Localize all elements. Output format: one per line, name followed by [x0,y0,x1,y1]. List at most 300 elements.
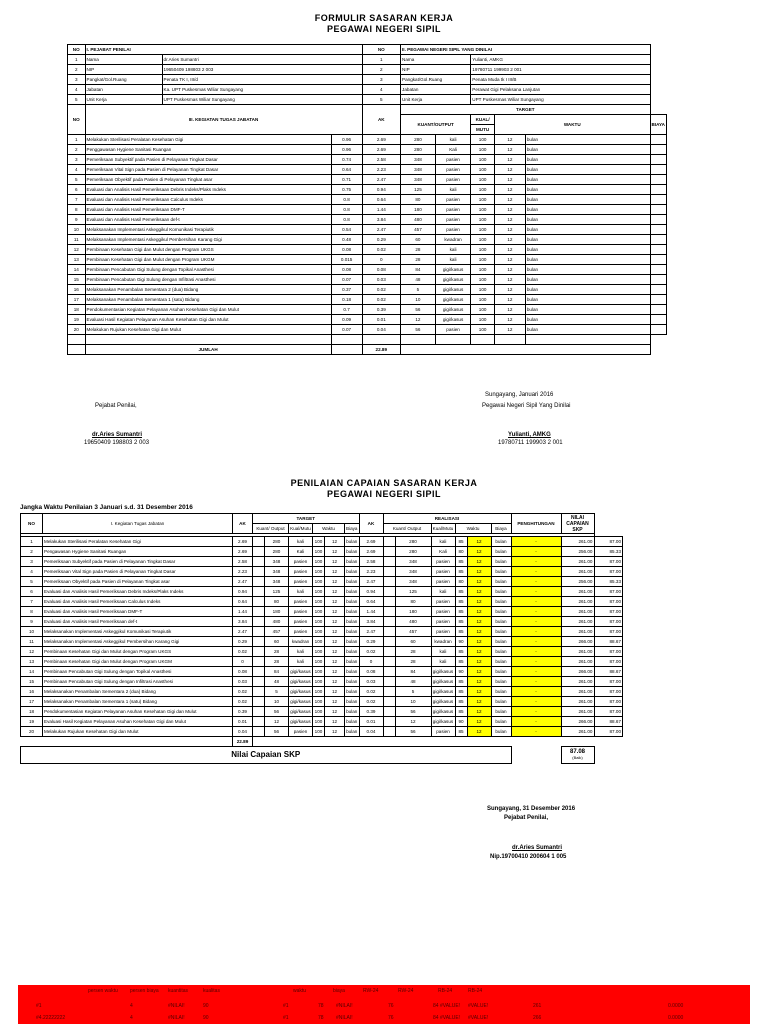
p-row-r-waktu: 12 [467,587,491,597]
row-kegiatan: Pembinaan Kesehatan Gigi dan Mulut dengan Program UKGM [85,255,331,265]
row-factor: 0.96 [331,135,362,145]
row-ak: 2.69 [362,145,400,155]
row-waktu-unit: bulan [525,295,650,305]
row-kegiatan: Pembinaan Pencabutan Gigi Sulung dengan Infiltrasi Anasthesi [85,275,331,285]
p-row-t-spacer [253,687,265,697]
row-biaya [650,305,666,315]
p-row-t-spacer [253,677,265,687]
row-biaya [650,235,666,245]
band-value-cell: #NILAI! [168,1015,185,1021]
penilaian-row [21,567,623,577]
p-row-r-kuant: 5 [395,687,431,697]
col-biaya: BIAYA [650,115,666,135]
p-row-kegiatan: Evaluasi dan Analisis Hasil Pemeriksaan Debris Indeks/Plaks Indeks [43,587,233,597]
p-row-penghitungan: 256.00 [561,547,594,557]
p-row-t-waktu: 12 [325,577,345,587]
p-row-kegiatan: Pembinaan Kesehatan Gigi dan Mulut dengan Program UKGS [43,647,233,657]
p-row-r-waktu: 12 [467,567,491,577]
p-row-r-satuan: gigi/kasus [431,717,455,727]
p-row-penghitungan: 261.00 [561,697,594,707]
p-row-r-mutu: 85 [455,657,467,667]
row-no: 7 [68,195,86,205]
p-row-t-spacer [253,587,265,597]
dinilai-value: Penata Muda tk I III/B [471,75,650,85]
penilai-label: Jabatan [85,85,162,95]
row-waktu-unit: bulan [525,305,650,315]
nilai-capaian-value: 87.08 [569,749,585,755]
p-row-penghitungan: 261.00 [561,647,594,657]
identity-row [68,75,667,85]
p-row-t-satuan: kali [289,587,313,597]
penilai-no: 5 [68,95,86,105]
p-row-r-spacer [383,597,395,607]
row-mutu: 100 [471,305,495,315]
p-row-t-spacer [253,577,265,587]
col-pejabat-penilai: I. PEJABAT PENILAI [85,45,362,55]
p-row-r-kuant: 28 [395,657,431,667]
row-ak: 0.02 [362,285,400,295]
row-biaya [650,155,666,165]
p-row-t-waktu-unit: bulan [345,607,360,617]
row-factor: 0.015 [331,255,362,265]
row-factor: 0.48 [331,235,362,245]
p-row-r-waktu-unit: bulan [491,567,511,577]
row-no: 10 [68,225,86,235]
row-waktu: 12 [494,265,525,275]
p-row-r-spacer [383,697,395,707]
p-row-nilai: 87.00 [594,727,623,737]
p-row-r-mutu: 90 [455,637,467,647]
p-row-r-satuan: kali [431,537,455,547]
p-row-t-kuant: 457 [265,627,289,637]
p-row-penghitungan: 261.00 [561,727,594,737]
row-ak: 0.04 [362,325,400,335]
p-row-no: 20 [21,727,43,737]
row-waktu-unit: bulan [525,165,650,175]
p-row-t-kuant: 28 [265,647,289,657]
p-row-kegiatan: Pemeriksaan Vital Sign pada Pasien di Pelayanan Tingkat Dasar [43,567,233,577]
p-row-r-waktu-unit: bulan [491,597,511,607]
p-row-r-ak: 0.02 [359,687,383,697]
p-col-nilai [561,514,594,534]
band-value-cell: #VALUE! [468,1003,489,1009]
p-row-r-kuant: 348 [395,557,431,567]
p-row-no: 9 [21,617,43,627]
p-row-t-spacer [253,727,265,737]
p-row-t-mutu: 100 [313,547,325,557]
p-row-t-waktu: 12 [325,707,345,717]
p-row-t-satuan: pasien [289,607,313,617]
p-row-r-ak: 0.01 [359,717,383,727]
p-row-no: 11 [21,637,43,647]
row-mutu: 100 [471,315,495,325]
p-row-penghitungan: 261.00 [561,567,594,577]
p-row-ak: 0.29 [233,637,253,647]
row-biaya [650,315,666,325]
row-waktu-unit: bulan [525,245,650,255]
p-row-r-biaya: - [511,637,561,647]
penilaian-row [21,727,623,737]
p-row-r-biaya: - [511,587,561,597]
band-value-cell: #NILAI! [336,1003,353,1009]
row-no: 9 [68,215,86,225]
p-row-t-spacer [253,667,265,677]
penilai-label: Unit Kerja [85,95,162,105]
sig2-nip: Nip.19700410 200604 1 005 [490,854,567,860]
p-row-t-waktu-unit: bulan [345,577,360,587]
col-kegiatan: III. KEGIATAN TUGAS JABATAN [85,105,362,135]
row-mutu: 100 [471,165,495,175]
row-ak: 0 [362,255,400,265]
kegiatan-row [68,135,667,145]
p-row-r-spacer [383,627,395,637]
p-row-ak: 2.69 [233,537,253,547]
row-satuan: pasien [435,205,470,215]
row-kuant: 28 [401,245,436,255]
p-col-t-waktu: Waktu [313,524,345,534]
row-kuant: 480 [401,215,436,225]
p-row-r-mutu: 85 [455,607,467,617]
row-satuan: kali [435,135,470,145]
p-row-r-ak: 0.02 [359,697,383,707]
p-row-r-waktu: 12 [467,717,491,727]
p-row-t-waktu: 12 [325,607,345,617]
band-value-cell: #4.22222222 [36,1015,66,1021]
band-value-cell: 261 [533,1003,542,1009]
p-row-penghitungan: 261.00 [561,657,594,667]
p-col-target: TARGET [253,514,360,524]
p-row-penghitungan: 261.00 [561,557,594,567]
p-row-r-waktu-unit: bulan [491,657,511,667]
row-kegiatan: Evaluasi Hasil Kegiatan Pelayanan Asuhan Kesehatan Gigi dan Mulut [85,315,331,325]
row-satuan: gigi/kasus [435,285,470,295]
band-value-cell: 0.0000 [668,1003,684,1009]
row-waktu: 12 [494,285,525,295]
p-row-kegiatan: Pemeriksaan Subyektif pada Pasien di Pelayanan Tingkat Dasar [43,557,233,567]
p-row-r-spacer [383,537,395,547]
row-waktu: 12 [494,225,525,235]
dinilai-no: 1 [362,55,400,65]
p-row-t-kuant: 125 [265,587,289,597]
sig1-right-name: Yulianti, AMKG [508,432,551,438]
row-satuan: pasien [435,195,470,205]
p-row-r-ak: 2.47 [359,627,383,637]
nilai-capaian-box [561,747,594,764]
row-waktu: 12 [494,145,525,155]
p-row-r-biaya: - [511,597,561,607]
p-row-r-waktu-unit: bulan [491,647,511,657]
row-kegiatan: Melaksanakan Penambalan Sementara 2 (dua) Bidang [85,285,331,295]
row-waktu-unit: bulan [525,185,650,195]
penilaian-row [21,627,623,637]
p-row-t-satuan: pasien [289,597,313,607]
row-waktu-unit: bulan [525,215,650,225]
p-row-t-waktu-unit: bulan [345,597,360,607]
p-row-t-satuan: Kali [289,547,313,557]
p-row-t-waktu: 12 [325,567,345,577]
penilai-label: NIP [85,65,162,75]
band-header-cell: RW-24 [398,988,414,994]
row-waktu-unit: bulan [525,315,650,325]
row-waktu: 12 [494,205,525,215]
row-waktu: 12 [494,175,525,185]
band-header-cell: persen biaya [130,988,159,994]
p-row-r-waktu-unit: bulan [491,577,511,587]
p-row-t-satuan: pasien [289,557,313,567]
row-kuant: 48 [401,275,436,285]
band-value-cell: #1 [283,1003,289,1009]
row-waktu-unit: bulan [525,155,650,165]
sig1-place-date: Sungayang, Januari 2016 [485,392,554,398]
p-row-r-biaya: - [511,617,561,627]
p-row-r-ak: 0.94 [359,587,383,597]
p-row-r-mutu: 90 [455,717,467,727]
row-kegiatan: Pendokumentasian Kegiatan Pelayanan Asuhan Kesehatan Gigi dan Mulut [85,305,331,315]
p-row-t-waktu-unit: bulan [345,717,360,727]
penilaian-row [21,697,623,707]
p-row-penghitungan: 261.00 [561,687,594,697]
p-row-ak: 2.47 [233,627,253,637]
p-row-t-kuant: 348 [265,577,289,587]
row-satuan: pasien [435,165,470,175]
p-row-t-satuan: pasien [289,577,313,587]
p-row-r-waktu-unit: bulan [491,587,511,597]
row-biaya [650,285,666,295]
row-waktu: 12 [494,275,525,285]
p-row-r-spacer [383,657,395,667]
row-mutu: 100 [471,185,495,195]
row-waktu: 12 [494,155,525,165]
p-row-t-kuant: 60 [265,637,289,647]
p-row-t-waktu-unit: bulan [345,707,360,717]
row-waktu: 12 [494,315,525,325]
row-biaya [650,175,666,185]
penilaian-row [21,607,623,617]
p-col-nilai-2: CAPAIAN [566,520,589,527]
p-row-nilai: 87.00 [594,617,623,627]
p-row-r-kuant: 60 [395,637,431,647]
dinilai-no: 5 [362,95,400,105]
row-waktu: 12 [494,235,525,245]
p-row-r-kuant: 457 [395,627,431,637]
p-row-r-biaya: - [511,667,561,677]
penilaian-period: Jangka Waktu Penilaian 3 Januari s.d. 31 Desember 2016 [20,504,193,511]
row-factor: 0.74 [331,155,362,165]
p-row-nilai: 87.00 [594,687,623,697]
p-row-t-spacer [253,617,265,627]
row-ak: 0.08 [362,265,400,275]
p-col-nilai-3: SKP [572,526,583,533]
p-row-r-mutu: 85 [455,727,467,737]
p-row-t-spacer [253,657,265,667]
p-row-t-spacer [253,557,265,567]
p-row-r-biaya: - [511,607,561,617]
p-row-r-spacer [383,557,395,567]
row-kuant: 12 [401,315,436,325]
row-factor: 0.18 [331,295,362,305]
row-kuant: 60 [401,235,436,245]
row-mutu: 100 [471,175,495,185]
p-row-r-ak: 3.84 [359,617,383,627]
row-biaya [650,215,666,225]
p-row-r-satuan: pasien [431,567,455,577]
p-row-r-satuan: kali [431,657,455,667]
p-row-no: 7 [21,597,43,607]
p-row-t-mutu: 100 [313,727,325,737]
p-row-t-waktu-unit: bulan [345,587,360,597]
p-row-r-waktu-unit: bulan [491,537,511,547]
p-row-r-satuan: kwadran [431,637,455,647]
p-row-penghitungan: 261.00 [561,627,594,637]
p-row-t-kuant: 48 [265,677,289,687]
p-row-t-satuan: gigi/kasus [289,667,313,677]
penilai-no: 2 [68,65,86,75]
p-row-t-waktu-unit: bulan [345,657,360,667]
row-mutu: 100 [471,225,495,235]
row-kuant: 348 [401,155,436,165]
p-row-t-waktu: 12 [325,597,345,607]
penilaian-title: PENILAIAN CAPAIAN SASARAN KERJA [290,478,478,488]
p-row-r-biaya: - [511,677,561,687]
p-row-t-mutu: 100 [313,687,325,697]
p-row-r-ak: 2.69 [359,537,383,547]
band-header-cell: biaya [333,988,345,994]
p-row-t-kuant: 348 [265,557,289,567]
p-row-t-mutu: 100 [313,707,325,717]
p-row-r-ak: 0.64 [359,597,383,607]
p-row-kegiatan: Evaluasi dan Analisis Hasil Pemeriksaan def-t [43,617,233,627]
kegiatan-row [68,315,667,325]
p-row-r-spacer [383,547,395,557]
p-row-r-ak: 2.58 [359,557,383,567]
p-col-penghitungan: PENGHITUNGAN [511,514,561,534]
p-row-no: 4 [21,567,43,577]
p-row-penghitungan: 261.00 [561,607,594,617]
band-value-cell: 76 [388,1003,394,1009]
p-col-r-biaya: Biaya [491,524,511,534]
p-row-ak: 2.47 [233,577,253,587]
band-value-cell: #VALUE! [468,1015,489,1021]
row-kegiatan: Pemeriksaan Subyektif pada Pasien di Pelayanan Tingkat Dasar [85,155,331,165]
penilaian-row [21,597,623,607]
p-row-r-waktu: 12 [467,687,491,697]
band-header-cell: RB-24 [468,988,483,994]
p-row-t-waktu-unit: bulan [345,677,360,687]
p-row-t-satuan: kwadran [289,637,313,647]
col-no: NO [68,45,86,55]
row-biaya [650,225,666,235]
p-row-t-kuant: 348 [265,567,289,577]
kegiatan-row [68,155,667,165]
p-row-kegiatan: Melaksanakan Penambalan Sementara 2 (dua) Bidang [43,687,233,697]
row-factor: 0.09 [331,315,362,325]
row-no: 8 [68,205,86,215]
p-col-ak: AK [233,514,253,534]
p-row-ak: 1.44 [233,607,253,617]
p-row-r-satuan: pasien [431,597,455,607]
p-row-t-spacer [253,647,265,657]
p-row-t-satuan: gigi/kasus [289,717,313,727]
p-row-r-ak: 0 [359,657,383,667]
p-row-r-ak: 0.08 [359,667,383,677]
p-row-r-kuant: 280 [395,537,431,547]
dinilai-no: 3 [362,75,400,85]
p-row-t-waktu: 12 [325,627,345,637]
p-row-r-waktu-unit: bulan [491,627,511,637]
dinilai-value: UPT Puskesmas Wiliar Sungayang [471,95,650,105]
p-row-r-satuan: pasien [431,727,455,737]
p-row-r-mutu: 90 [455,667,467,677]
row-biaya [650,165,666,175]
p-row-penghitungan: 261.00 [561,537,594,547]
p-row-t-waktu: 12 [325,727,345,737]
p-row-t-waktu: 12 [325,557,345,567]
row-waktu: 12 [494,135,525,145]
row-mutu: 100 [471,195,495,205]
p-row-r-biaya: - [511,647,561,657]
col-no-2: NO [362,45,400,55]
p-row-t-waktu-unit: bulan [345,547,360,557]
p-row-nilai: 85.33 [594,547,623,557]
p-row-t-spacer [253,717,265,727]
kegiatan-row [68,195,667,205]
p-row-kegiatan: Pembinaan Pencabutan Gigi Sulung dengan Topikal Anasthesi [43,667,233,677]
p-row-t-waktu: 12 [325,537,345,547]
p-row-no: 13 [21,657,43,667]
p-row-r-kuant: 28 [395,647,431,657]
p-row-t-mutu: 100 [313,597,325,607]
p-row-nilai: 87.00 [594,567,623,577]
p-row-t-mutu: 100 [313,577,325,587]
p-row-r-waktu-unit: bulan [491,557,511,567]
p-row-r-biaya: - [511,707,561,717]
row-ak: 2.58 [362,155,400,165]
p-row-r-spacer [383,577,395,587]
kegiatan-row [68,325,667,335]
sig2-role: Pejabat Penilai, [504,815,549,821]
col-target: TARGET [401,105,651,115]
band-value-cell: 0.0000 [668,1015,684,1021]
row-factor: 0.96 [331,145,362,155]
p-row-r-biaya: - [511,657,561,667]
sig1-left-role: Pejabat Penilai, [95,403,137,409]
row-satuan: Kali [435,145,470,155]
penilaian-row [21,637,623,647]
row-no: 19 [68,315,86,325]
row-waktu-unit: bulan [525,255,650,265]
p-row-t-satuan: kali [289,537,313,547]
p-row-r-mutu: 85 [455,537,467,547]
p-row-nilai: 87.00 [594,697,623,707]
p-row-r-mutu: 85 [455,587,467,597]
p-row-r-satuan: gigi/kasus [431,687,455,697]
p-row-no: 19 [21,717,43,727]
row-ak: 1.44 [362,205,400,215]
row-mutu: 100 [471,255,495,265]
p-row-r-biaya: - [511,717,561,727]
p-row-r-mutu: 85 [455,697,467,707]
p-row-nilai: 88.67 [594,717,623,727]
row-kegiatan: Melaksanakan Implementasi Askeggikul Komunikasi Terapiutik [85,225,331,235]
p-row-ak: 3.84 [233,617,253,627]
p-row-nilai: 87.00 [594,597,623,607]
row-factor: 0.37 [331,285,362,295]
p-row-r-waktu: 12 [467,557,491,567]
p-row-t-kuant: 280 [265,547,289,557]
p-row-r-waktu-unit: bulan [491,667,511,677]
p-row-penghitungan: 256.00 [561,577,594,587]
sig1-left-name: dr.Aries Sumantri [92,432,143,438]
